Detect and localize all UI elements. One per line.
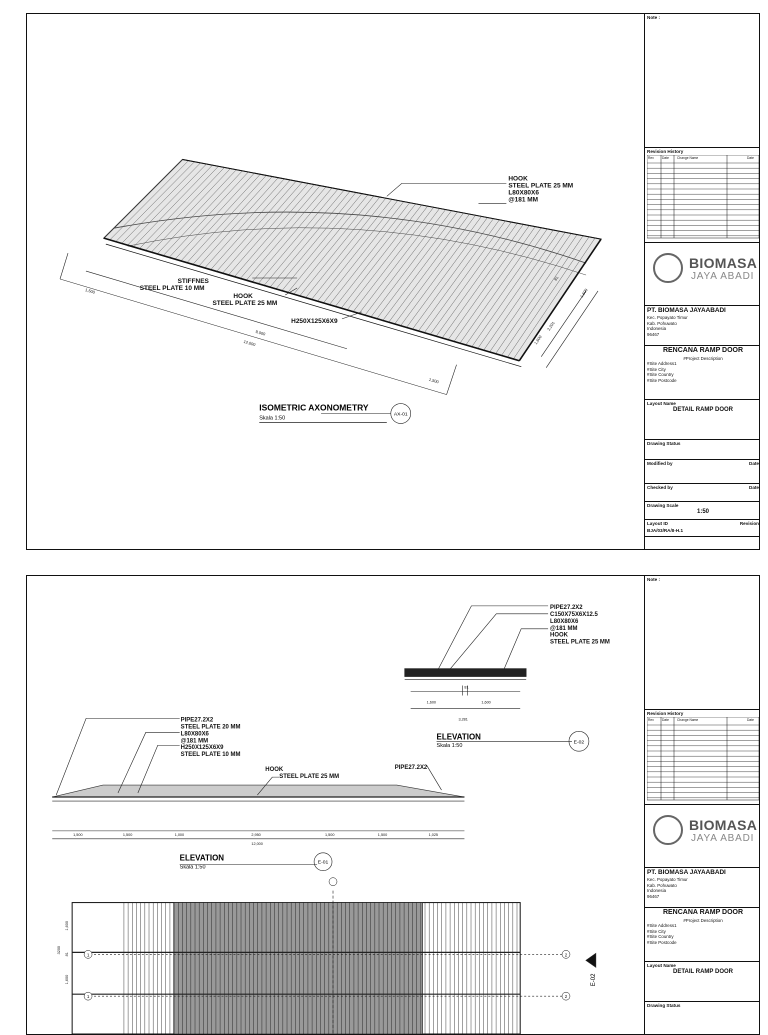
company-logo: BIOMASA JAYA ABADI xyxy=(653,249,757,293)
label-hook-top-1: HOOK xyxy=(508,175,528,183)
revision-table xyxy=(647,155,760,239)
svg-text:81: 81 xyxy=(65,952,70,957)
dim-3: 12,000 xyxy=(243,338,257,348)
label-hook-top-4: @181 MM xyxy=(508,196,539,204)
e01-dim-6: 1,500 xyxy=(377,832,388,837)
isometric-drawing xyxy=(27,14,644,549)
dim-8: 1,600 xyxy=(578,287,589,299)
title-block-2: Note : Revision History Rev Date Change Name Date BIOMASA JAYA ABADI PT. BIOMASA JAYAABADI Kec. Popayato Timur Kab. Pohuwato Indonesia 96467 RENCANA RAMP DOOR #Project Description #Site Address1 #Site City #Site Country #Site Postcode Layout Name DETAIL RAMP DOOR Drawing Status xyxy=(644,576,760,1034)
e01-dim-5: 1,500 xyxy=(325,832,335,837)
e02-label-1: PIPE27.2X2 xyxy=(550,604,583,611)
dim-1: 1,500 xyxy=(84,287,96,295)
rev-h3: Change Name xyxy=(677,156,699,161)
elevation-drawing xyxy=(27,576,644,1034)
e01-label-6: STEEL PLATE 10 MM xyxy=(180,752,241,759)
svg-text:1,600: 1,600 xyxy=(65,974,70,985)
revision-table-2 xyxy=(647,717,760,801)
svg-text:Date: Date xyxy=(747,718,754,723)
e01-label-2: STEEL PLATE 20 MM xyxy=(180,724,241,731)
e02-label-2: C150X75X6X12.5 xyxy=(550,611,598,618)
svg-text:1: 1 xyxy=(86,952,90,958)
e01-label-1: PIPE27.2X2 xyxy=(180,717,214,724)
revision-label: Revision History xyxy=(647,149,684,154)
drawing-sheet-1 xyxy=(26,13,760,550)
svg-text:Rev: Rev xyxy=(648,718,654,723)
dim-5: 1,600 xyxy=(532,334,543,346)
e01-dim-total: 12,000 xyxy=(251,841,263,846)
drawing-scale: 1:50 xyxy=(696,509,709,516)
e02-dim-1: 81 xyxy=(464,685,469,690)
svg-text:2: 2 xyxy=(564,994,568,1000)
note-label: Note : xyxy=(647,15,661,20)
e01-title: ELEVATION xyxy=(179,853,225,863)
e02-tag: E-02 xyxy=(573,740,585,746)
label-stiffnes-1: STIFFNES xyxy=(177,277,209,285)
view-title: ISOMETRIC AXONOMETRY xyxy=(259,402,369,413)
layout-name: DETAIL RAMP DOOR xyxy=(672,407,733,414)
e02-title: ELEVATION xyxy=(436,732,481,742)
e02-dim-2: 1,600 xyxy=(426,700,437,705)
svg-text:3200: 3200 xyxy=(57,945,62,955)
view-scale: Skala 1:50 xyxy=(259,415,286,422)
svg-text:2: 2 xyxy=(564,952,568,958)
leaf-icon xyxy=(653,253,683,283)
dim-4: 1,500 xyxy=(428,376,440,385)
dim-6: 2,201 xyxy=(545,320,556,332)
e02-label-4: @181 MM xyxy=(550,625,578,632)
dim-2: 9,000 xyxy=(255,328,266,337)
label-hook-top-2: STEEL PLATE 25 MM xyxy=(508,182,574,190)
view-tag: AX-01 xyxy=(393,411,408,418)
leaf-icon xyxy=(653,815,683,845)
plan-e02-label: E-02 xyxy=(590,973,597,987)
e01-hook-1: HOOK xyxy=(265,767,284,774)
svg-text:Date: Date xyxy=(662,718,669,723)
title-block: Note : Revision History Rev Date Change Name Date BIOMASA JAYA ABADI PT. BIOMASA JAYAABADI Kec. Popayato Timur Kab. Pohuwato Indonesia 96467 RENCANA RAMP DOOR #Project Description #Site Address1 #Site City #Site Country #Site Postcode Layout Name DETAIL RAMP DOOR Drawing Status Modified by Date Checked by Date Drawing Scale 1:50 Layout ID Revision BJA/03/RA/II-H.1 xyxy=(644,14,760,549)
e01-dim-4: 2,950 xyxy=(251,832,261,837)
rev-h1: Rev xyxy=(648,156,654,161)
project-title: RENCANA RAMP DOOR xyxy=(662,347,744,354)
svg-text:Change Name: Change Name xyxy=(677,718,699,723)
e01-label-3: L80X80X6 xyxy=(180,731,209,738)
e02-label-5: HOOK xyxy=(550,632,568,639)
label-hook-top-3: L80X80X6 xyxy=(508,189,539,197)
rev-h4: Date xyxy=(747,156,754,161)
label-h-beam: H250X125X6X9 xyxy=(291,317,338,325)
e01-dim-2: 1,500 xyxy=(122,832,133,837)
layout-id: BJA/03/RA/II-H.1 xyxy=(647,528,683,534)
label-hook-mid-1: HOOK xyxy=(233,292,253,300)
e01-tag: E-01 xyxy=(317,860,329,866)
e01-dim-7: 1,025 xyxy=(428,832,439,837)
e01-pipe-right: PIPE27.2X2 xyxy=(394,765,428,772)
dim-7: 81 xyxy=(552,275,560,282)
e01-dim-3: 1,000 xyxy=(174,832,185,837)
e01-hook-2: STEEL PLATE 25 MM xyxy=(279,774,340,781)
drawing-sheet-2 xyxy=(26,575,760,1035)
e01-dim-1: 1,500 xyxy=(73,832,83,837)
e02-dim-3: 1,600 xyxy=(481,700,491,705)
e01-label-5: H250X125X6X9 xyxy=(180,745,224,752)
rev-h2: Date xyxy=(662,156,669,161)
company-logo-2: BIOMASA JAYA ABADI xyxy=(653,811,757,855)
e02-label-6: STEEL PLATE 25 MM xyxy=(550,639,610,646)
company-name: PT. BIOMASA JAYAABADI xyxy=(647,307,726,314)
label-stiffnes-2: STEEL PLATE 10 MM xyxy=(139,284,205,292)
e02-dim-4: 3,281 xyxy=(458,717,468,722)
svg-text:1: 1 xyxy=(86,994,90,1000)
svg-text:1,600: 1,600 xyxy=(65,921,70,931)
label-hook-mid-2: STEEL PLATE 25 MM xyxy=(212,299,278,307)
e01-label-4: @181 MM xyxy=(180,738,209,745)
e02-label-3: L80X80X6 xyxy=(550,618,579,625)
e02-scale: Skala 1:50 xyxy=(436,743,463,750)
e01-scale: Skala 1:50 xyxy=(179,864,206,871)
